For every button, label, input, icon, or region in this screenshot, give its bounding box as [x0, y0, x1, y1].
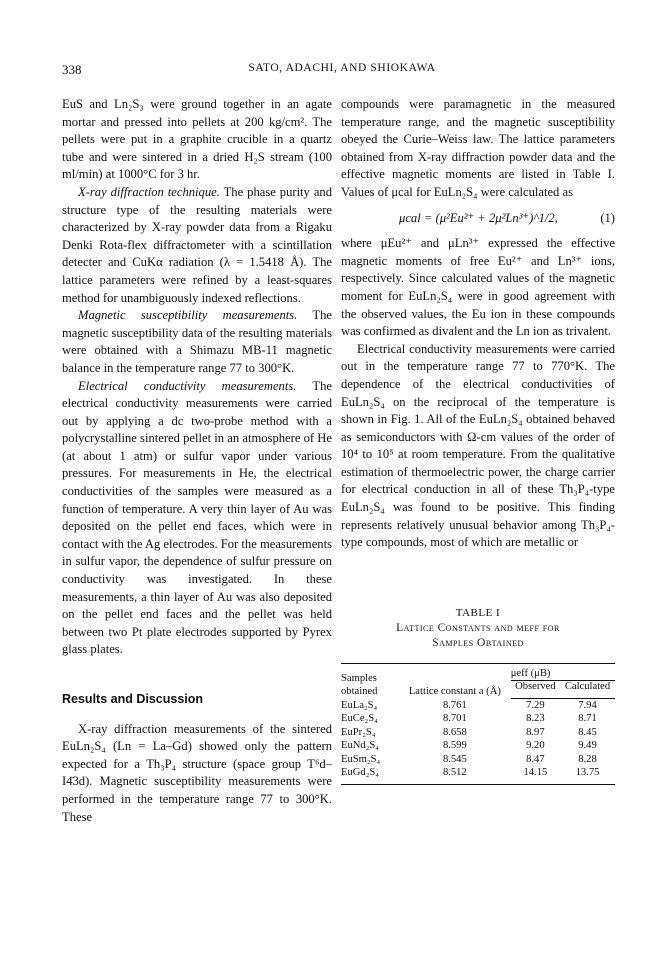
- cell-observed: 8.47: [526, 753, 545, 765]
- equation-body: μcal = (μ²Eu²⁺ + 2μ²Ln³⁺)^1/2,: [399, 210, 558, 225]
- paragraph: Electrical conductivity measurements were carried out in the temperature range 77 to 770°K. The dependence of the electrical conductivities of EuLn₂S₄ on the reciprocal of the temperature is shown in Fig. 1. All of the EuLn₂S₄ obtained behaved as semiconductors with Ω-cm values of the order of 10⁴ to 10⁵ at room temperature. From the qualitative estimation of thermoelectric power, the charge carrier for electrical conduction in all of these Th₃P₄-type EuLn₂S₄ was found to be positive. This finding represents relatively unusual behavior among Th₃P₄-type compounds, most of which are metallic or: [341, 341, 615, 550]
- paragraph-body: The phase purity and structure type of the resulting materials were characterized by X-ray powder data from a Rigaku Denki Rota-flex diffractometer with a scintillation detecter and CuKα radiation (λ = 1.5418 Å). The lattice parameters were refined by a least-squares method for unambiguously indexed reflections.: [62, 184, 332, 305]
- right-column: [341, 96, 615, 785]
- paragraph: compounds were paramagnetic in the measured temperature range, and the magnetic susceptibility obeyed the Curie–Weiss law. The lattice parameters obtained from X-ray diffraction powder data and the effective magnetic moments are listed in Table I. Values of μcal for EuLn₂S₄ were calculated as: [341, 97, 615, 199]
- lattice-constants-table: [341, 663, 615, 785]
- page-number: 338: [62, 62, 82, 77]
- paragraph-body: The electrical conductivity measurements were carried out by applying a dc two-probe method with a polycrystalline sintered pellet in an atmosphere of He (at about 1 atm) or sulfur vapor under various pressures. For measurements in He, the electrical conductivities of the samples were measured as a function of temperature. A very thin layer of Au was deposited on the pellet end faces, which were in contact with the Ag electrodes. For the measurements in sulfur vapor, the dependence of sulfur pressure on conductivity was investigated. In these measurements, a thin layer of Au was also deposited on the pellet end faces and the pellet was held between two Pt plate electrodes supported by Pyrex glass plates.: [62, 378, 332, 657]
- table-caption: [341, 606, 615, 651]
- cell-observed: 7.29: [526, 699, 545, 711]
- paragraph: where μEu²⁺ and μLn³⁺ expressed the effective magnetic moments of free Eu²⁺ and Ln³⁺ ions, respectively. Since calculated values of the magnetic moment for EuLn₂S₄ were in good agreement with the observed values, the Eu ion in these compounds was confirmed as divalent and the Ln ion as trivalent.: [341, 236, 615, 339]
- equation-number: (1): [600, 210, 615, 225]
- cell-lattice: 8.761: [442, 699, 467, 711]
- cell-lattice: 8.701: [442, 713, 467, 725]
- cell-observed: 9.20: [526, 740, 545, 752]
- cell-calculated: 8.28: [578, 753, 597, 765]
- table-row: [341, 753, 615, 767]
- cell-lattice: 8.599: [442, 740, 467, 752]
- table-row: [341, 739, 615, 753]
- cell-lattice: 8.658: [442, 726, 467, 738]
- header-samples: Samples obtained: [341, 673, 378, 697]
- left-column: [62, 96, 332, 826]
- table-row: [341, 766, 615, 784]
- paragraph: [62, 184, 332, 307]
- cell-observed: 8.97: [526, 726, 545, 738]
- table-row: [341, 726, 615, 740]
- header-lattice: Lattice constant a (Å): [408, 685, 501, 697]
- paragraph-heading: Magnetic susceptibility measurements.: [78, 308, 298, 323]
- table-title: Samples Obtained: [432, 636, 524, 649]
- section-heading: Results and Discussion: [62, 692, 204, 706]
- paragraph: X-ray diffraction measurements of the sintered EuLn₂S₄ (Ln = La–Gd) showed only the pattern expected for a Th₃P₄ structure (space group T⁶d–I4̄3d). Magnetic susceptibility measurements were performed in the temperature range 77 to 300°K. These: [62, 721, 332, 824]
- cell-sample: EuGd₂S₄: [341, 766, 399, 784]
- paragraph-heading: X-ray diffraction technique.: [78, 184, 220, 199]
- running-title: SATO, ADACHI, AND SHIOKAWA: [248, 62, 436, 74]
- cell-lattice: 8.545: [442, 753, 467, 765]
- cell-sample: EuPr₂S₄: [341, 726, 376, 738]
- cell-sample: EuLa₂S₄: [341, 699, 378, 711]
- cell-observed: 14.15: [511, 766, 560, 784]
- cell-calculated: 7.94: [578, 699, 597, 711]
- paragraph-heading: Electrical conductivity measurements.: [78, 378, 297, 393]
- paragraph: [62, 307, 332, 377]
- cell-observed: 8.23: [526, 713, 545, 725]
- cell-calculated: 8.71: [578, 713, 597, 725]
- cell-calculated: 13.75: [560, 766, 615, 784]
- table-title: Lattice Constants and μeff for: [396, 621, 560, 634]
- equation-1: [341, 202, 615, 236]
- header-observed: Observed: [511, 681, 560, 699]
- table-header-row: [341, 663, 615, 681]
- table-label: TABLE I: [455, 606, 501, 619]
- paragraph-body: The magnetic susceptibility data of the resulting materials were obtained with a Shimazu MB-11 magnetic balance in the temperature range 77 to 300°K.: [62, 308, 332, 375]
- cell-sample: EuCe₂S₄: [341, 713, 378, 725]
- table-header: [341, 663, 615, 698]
- paragraph: [62, 378, 332, 660]
- page-header: [62, 62, 622, 80]
- header-calculated: Calculated: [560, 681, 615, 699]
- header-meff: μeff (μB): [511, 663, 615, 681]
- cell-lattice: 8.512: [399, 766, 511, 784]
- cell-calculated: 9.49: [578, 740, 597, 752]
- cell-calculated: 8.45: [578, 726, 597, 738]
- table-row: [341, 698, 615, 712]
- paragraph: EuS and Ln₂S₃ were ground together in an agate mortar and pressed into pellets at 200 kg/cm². The pellets were put in a graphite crucible in a quartz tube and were sintered in a dried H₂S stream (100 ml/min) at 1000°C for 3 hr.: [62, 97, 332, 182]
- cell-sample: EuSm₂S₄: [341, 753, 381, 765]
- table-row: [341, 712, 615, 726]
- table-body: [341, 698, 615, 784]
- cell-sample: EuNd₂S₄: [341, 740, 379, 752]
